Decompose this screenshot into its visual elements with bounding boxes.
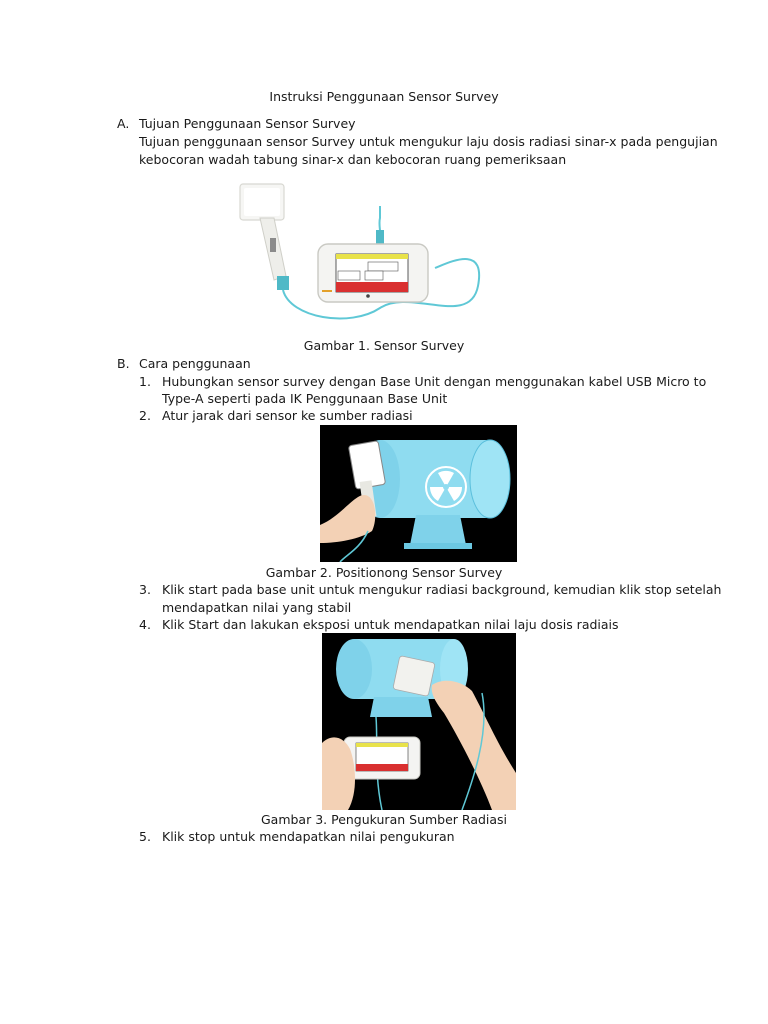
step-4-line1: Klik Start dan lakukan eksposi untuk mendapatkan nilai laju dosis radiais (162, 617, 619, 632)
step-4-number: 4. (139, 617, 151, 632)
step-3-line1: Klik start pada base unit untuk mengukur radiasi background, kemudian klik stop setelah (162, 582, 722, 597)
step-3-line2: mendapatkan nilai yang stabil (162, 600, 352, 615)
figure-2-positioning-image (320, 425, 517, 562)
step-5-number: 5. (139, 829, 151, 844)
step-3-number: 3. (139, 582, 151, 597)
figure-1-caption: Gambar 1. Sensor Survey (303, 338, 465, 353)
figure-2-caption: Gambar 2. Positionong Sensor Survey (265, 565, 503, 580)
section-b-heading: Cara penggunaan (139, 356, 251, 371)
step-1-line2: Type-A seperti pada IK Penggunaan Base Unit (162, 391, 448, 406)
step-5-line1: Klik stop untuk mendapatkan nilai pengukuran (162, 829, 455, 844)
step-1-line1: Hubungkan sensor survey dengan Base Unit dengan menggunakan kabel USB Micro to (162, 374, 707, 389)
figure-1-sensor-survey-image (230, 178, 490, 330)
section-a-heading: Tujuan Penggunaan Sensor Survey (139, 116, 356, 131)
step-2-line1: Atur jarak dari sensor ke sumber radiasi (162, 408, 413, 423)
section-b-marker: B. (117, 356, 130, 371)
figure-3-caption: Gambar 3. Pengukuran Sumber Radiasi (260, 812, 508, 827)
section-a-marker: A. (117, 116, 130, 131)
figure-3-measurement-image (322, 633, 516, 810)
step-2-number: 2. (139, 408, 151, 423)
section-a-body-line1: Tujuan penggunaan sensor Survey untuk mengukur laju dosis radiasi sinar-x pada pengujian (139, 134, 718, 149)
section-a-body-line2: kebocoran wadah tabung sinar-x dan kebocoran ruang pemeriksaan (139, 152, 567, 167)
step-1-number: 1. (139, 374, 151, 389)
document-title: Instruksi Penggunaan Sensor Survey (269, 89, 499, 104)
